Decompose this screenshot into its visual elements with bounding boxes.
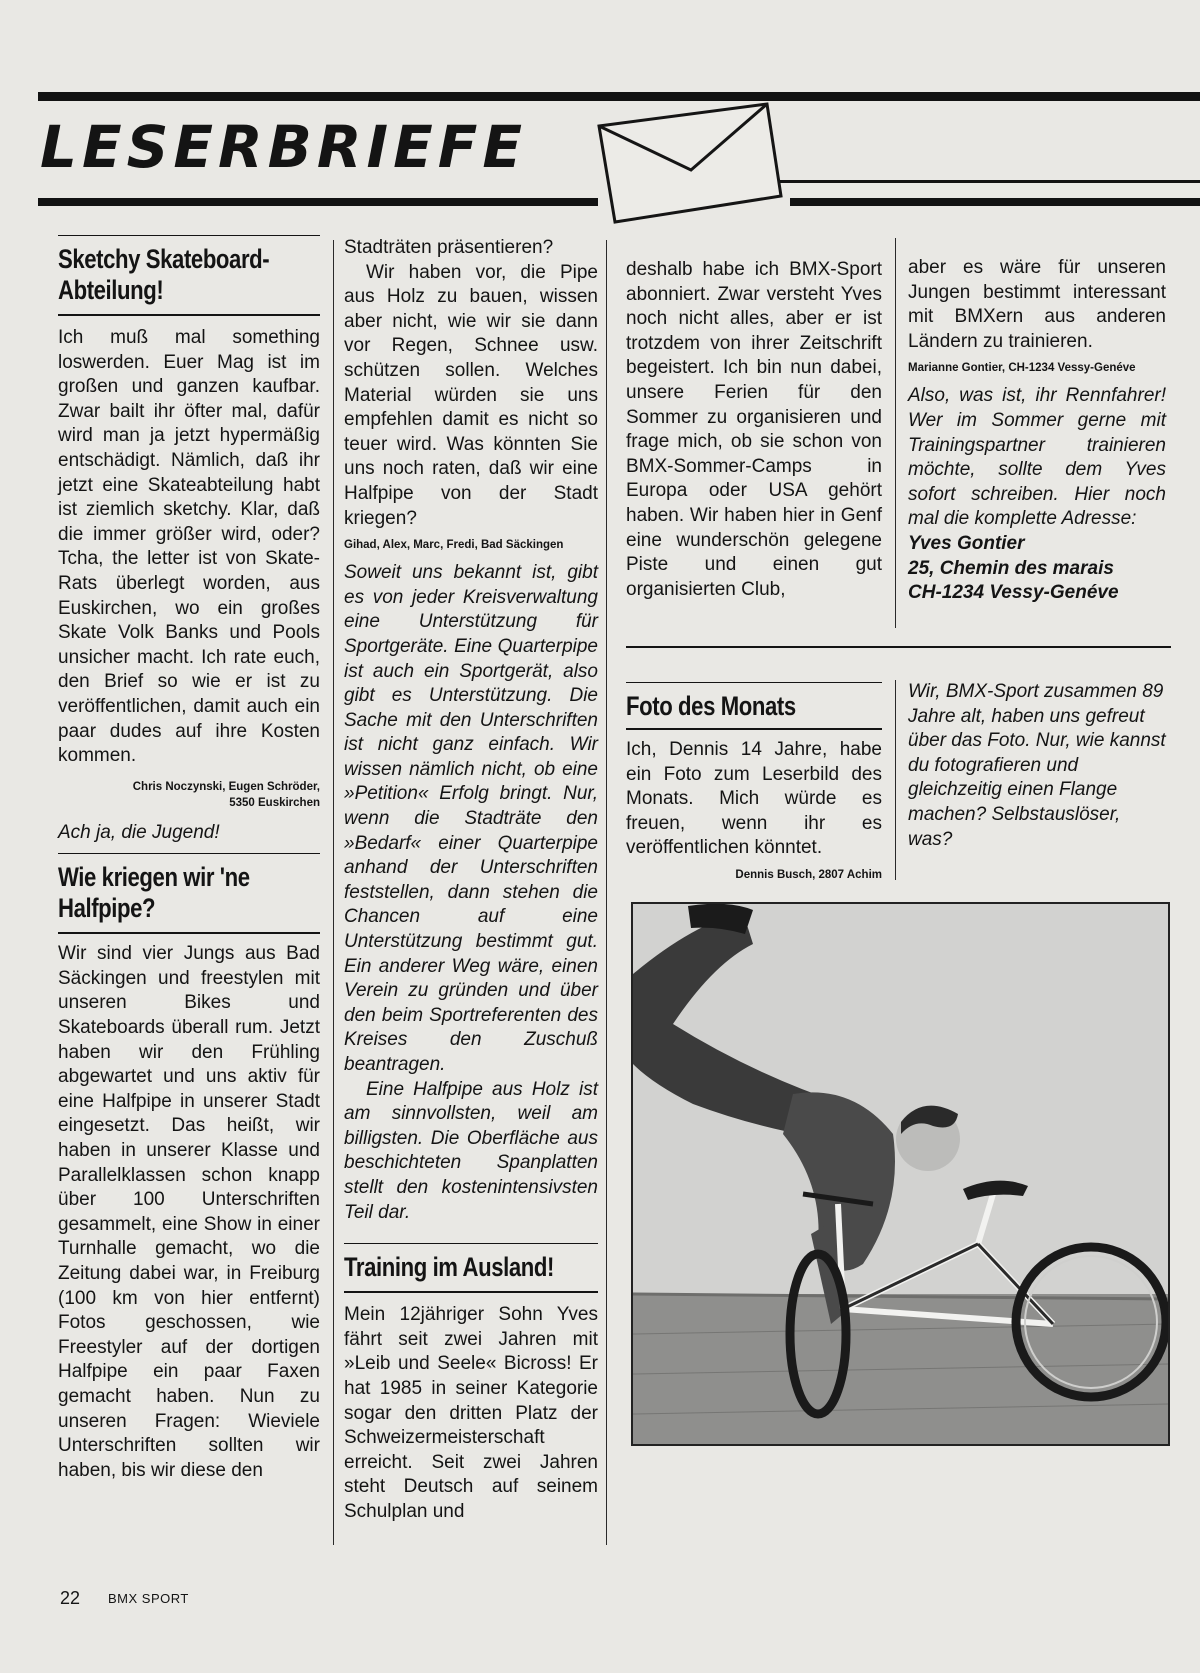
reader-photo (631, 902, 1170, 1446)
column-3 (626, 258, 882, 602)
headline-rule (58, 314, 320, 316)
headline-rule (626, 728, 882, 730)
photo-letter (626, 682, 882, 891)
headline-rule (58, 932, 320, 934)
column-divider (606, 240, 607, 1545)
headline-foto: Foto des Monats (626, 691, 796, 721)
letter-signature: Gihad, Alex, Marc, Fredi, Bad Säckingen (344, 539, 564, 552)
masthead-bottom-rule-left (38, 198, 598, 206)
editor-reply: Eine Halfpipe aus Holz ist am sinnvollsten, weil am billigsten. Die Oberfläche aus beschichteten Spanplatten stellt den kostenintensivsten Teil dar. (344, 1078, 598, 1223)
address: Yves Gontier 25, Chemin des marais CH-1234 Vessy-Genéve (908, 532, 1119, 604)
column-divider (895, 238, 896, 628)
masthead-side-rule (778, 180, 1200, 183)
letter-body: Mein 12jähriger Sohn Yves fährt seit zwei Jahren mit »Leib und Seele« Bicross! Er hat 1985 in seiner Kategorie sogar den dritten Platz der Schweizermeisterschaft erreicht. Seit zwei Jahren steht Deutsch auf seinem Schulplan und (344, 1304, 598, 1522)
headline-rule (58, 235, 320, 236)
headline-training: Training im Ausland! (344, 1252, 554, 1283)
letter-body: Stadträten präsentieren? (344, 237, 554, 258)
headline-rule (344, 1243, 598, 1244)
letter-body: Wir haben vor, die Pipe aus Holz zu bauen, wissen aber nicht, wie wir sie dann vor Regen, Schnee usw. schützen sollen. Welches Material würden sie uns empfehlen damit es nicht so teuer wird. Was könnten Sie uns noch raten, daß wir eine Halfpipe von der Stadt kriegen? (344, 261, 598, 529)
column-divider (895, 680, 896, 880)
letter-body: Ich, Dennis 14 Jahre, habe ein Foto zum Leserbild des Monats. Mich würde es freuen, wenn ihr es veröffentlichen könntet. (626, 739, 882, 859)
column-4 (908, 256, 1166, 606)
column-divider (333, 240, 334, 1545)
editor-reply: Ach ja, die Jugend! (58, 821, 220, 843)
headline-rule (344, 1291, 598, 1293)
editor-reply: Also, was ist, ihr Rennfahrer! Wer im Sommer gerne mit Trainingspartner trainieren möchte, sollte dem Yves sofort schreiben. Hier noch mal die komplette Adresse: (908, 385, 1166, 530)
letter-signature: Dennis Busch, 2807 Achim (735, 868, 882, 881)
column-2 (344, 236, 598, 1525)
magazine-name: BMX SPORT (108, 1591, 189, 1606)
section-title: LESERBRIEFE (40, 113, 527, 181)
letter-body: deshalb habe ich BMX-Sport abonniert. Zwar versteht Yves noch nicht alles, aber er ist trotzdem von ihrer Zeitschrift begeistert. Ich bin nun dabei, unsere Ferien für den Sommer zu organisieren und frage mich, ob sie schon von BMX-Sommer-Camps in Europa oder USA gehört haben. Wir haben hier in Genf eine wunderschön gelegene Piste und einen gut organisierten Club, (626, 259, 882, 600)
page-number: 22 (60, 1588, 81, 1608)
editor-reply: Wir, BMX-Sport zusammen 89 Jahre alt, haben uns gefreut über das Foto. Nur, wie kannst du fotografieren und gleichzeitig einen Flange machen? Selbstauslöser, was? (908, 681, 1166, 850)
headline-halfpipe: Wie kriegen wir 'ne Halfpipe? (58, 862, 250, 924)
letter-signature: Chris Noczynski, Eugen Schröder, 5350 Euskirchen (132, 780, 320, 809)
headline-rule (58, 853, 320, 854)
masthead-bottom-rule-right (790, 198, 1200, 206)
headline-sketchy: Sketchy Skateboard- Abteilung! (58, 244, 270, 305)
envelope-icon (595, 100, 785, 225)
letter-body: aber es wäre für unseren Jungen bestimmt interessant mit BMXern aus anderen Ländern zu trainieren. (908, 257, 1166, 352)
section-separator (626, 646, 1171, 648)
bmx-rider-photo (633, 904, 1168, 1444)
photo-reply (908, 680, 1166, 852)
editor-reply: Soweit uns bekannt ist, gibt es von jeder Kreisverwaltung eine Unterstützung für Sportgeräte. Eine Quarterpipe ist auch ein Sportgerät, also gibt es Unterstützung. Die Sache mit den Unterschriften ist nicht ganz einfach. Wir wissen nämlich nicht, ob eine »Petition« Erfolg bringt. Nur, wenn die Stadträte den »Bedarf« einer Quarterpipe anhand der Unterschriften feststellen, dann stehen die Chancen auf eine Unterstützung bestimmt gut. Ein anderer Weg wäre, einen Verein zu gründen und über den beim Sportreferenten des Kreises den Zuschuß beantragen. (344, 562, 598, 1075)
column-1 (58, 235, 320, 1483)
headline-rule (626, 682, 882, 683)
letter-body: Wir sind vier Jungs aus Bad Säckingen und freestylen mit unseren Bikes und Skateboards überall rum. Jetzt haben wir den Frühling abgewartet und uns aktiv für eine Halfpipe in unserer Stadt eingesetzt. Das heißt, wir haben in unserer Klasse und Parallelklassen schon knapp über 100 Unterschriften gesammelt, eine Show in einer Turnhalle gemacht, wo die Zeitung dabei war, in Freiburg (100 km von hier entfernt) Fotos geschossen, wie Freestyler auf der dortigen Halfpipe ein paar Faxen gemacht haben. Nun zu unseren Fragen: Wieviele Unterschriften sollten wir haben, bis wir diese den (58, 943, 320, 1481)
letter-body: Ich muß mal something loswerden. Euer Mag ist im großen und ganzen kaufbar. Zwar bailt ihr öfter mal, dafür wird man ja jetzt hypermäßig entschädigt. Nämlich, daß ihr jetzt eine Skateabteilung habt ist ziemlich sketchy. Klar, daß die immer größer wird, oder? Tcha, the letter ist von Skate-Rats überlegt worden, aus Euskirchen, wo ein großes Skate Volk Banks und Pools unsicher macht. Ich rate euch, den Brief so wie er ist zu veröffentlichen, damit auch ein paar dudes auf ihre Kosten kommen. (58, 327, 320, 767)
letter-signature: Marianne Gontier, CH-1234 Vessy-Genéve (908, 362, 1136, 375)
